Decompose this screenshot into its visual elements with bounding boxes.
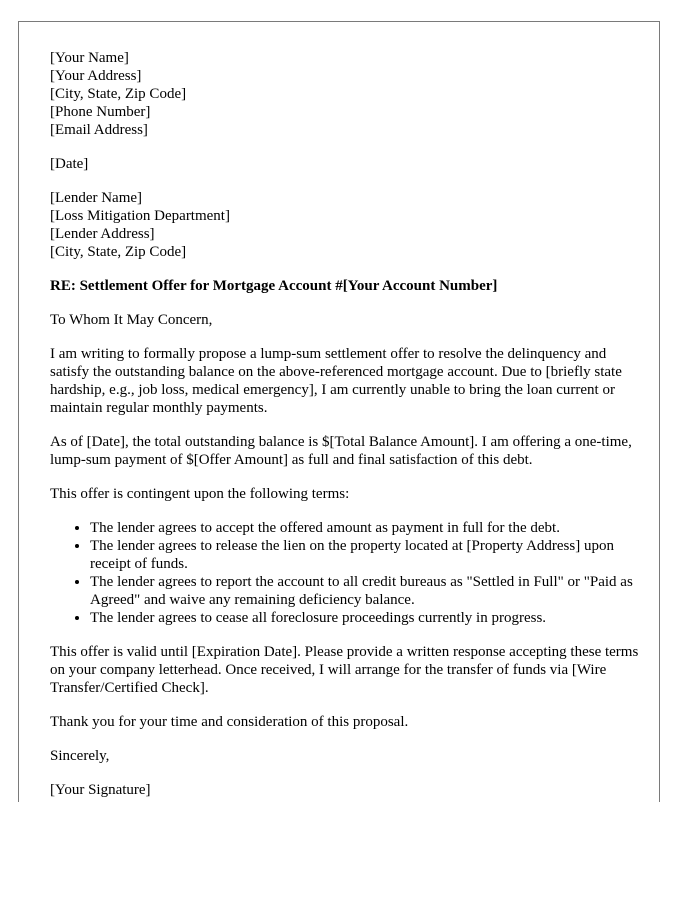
sender-phone: [Phone Number] [50,104,151,120]
paragraph-intro: I am writing to formally propose a lump-sum settlement offer to resolve the delinquency and satisfy the outstanding balance on the above-referenced mortgage account. Due to [briefly state hardship, e.g., job loss, medical emergency], I am currently unable to bring the loan current or maintain regular monthly payments. [50,346,622,416]
lender-address: [Lender Address] [50,226,155,242]
sender-email: [Email Address] [50,122,148,138]
sender-name: [Your Name] [50,50,129,66]
lender-department: [Loss Mitigation Department] [50,208,230,224]
date-block [50,155,640,173]
letter-page [18,21,660,802]
paragraph-balance: As of [Date], the total outstanding balance is $[Total Balance Amount]. I am offering a one-time, lump-sum payment of $[Offer Amount] as full and final satisfaction of this debt. [50,434,632,468]
terms-list [50,519,640,627]
list-item: • The lender agrees to accept the offered amount as payment in full for the debt. [90,519,640,537]
lender-city-state-zip: [City, State, Zip Code] [50,244,187,260]
lender-name: [Lender Name] [50,190,143,206]
subject-line: RE: Settlement Offer for Mortgage Account #[Your Account Number] [50,278,498,294]
paragraph-terms-intro: This offer is contingent upon the following terms: [50,486,350,502]
paragraph-thanks: Thank you for your time and consideration of this proposal. [50,714,409,730]
letter-body [50,49,640,799]
sender-address-block [50,49,640,139]
signature-block [50,747,640,799]
paragraph-validity: This offer is valid until [Expiration Date]. Please provide a written response accepting these terms on your company letterhead. Once received, I will arrange for the transfer of funds via [Wire Transfer/Certified Check]. [50,644,639,696]
list-item: • The lender agrees to cease all foreclosure proceedings currently in progress. [90,609,640,627]
sender-city-state-zip: [City, State, Zip Code] [50,86,187,102]
list-item: • The lender agrees to release the lien on the property located at [Property Address] upon receipt of funds. [90,537,640,573]
sender-address: [Your Address] [50,68,142,84]
salutation: To Whom It May Concern, [50,312,213,328]
recipient-address-block [50,189,640,261]
letter-date: [Date] [50,156,89,172]
list-item: • The lender agrees to report the account to all credit bureaus as "Settled in Full" or "Paid as Agreed" and waive any remaining deficiency balance. [90,573,640,609]
closing: Sincerely, [50,748,110,764]
signature: [Your Signature] [50,782,151,798]
